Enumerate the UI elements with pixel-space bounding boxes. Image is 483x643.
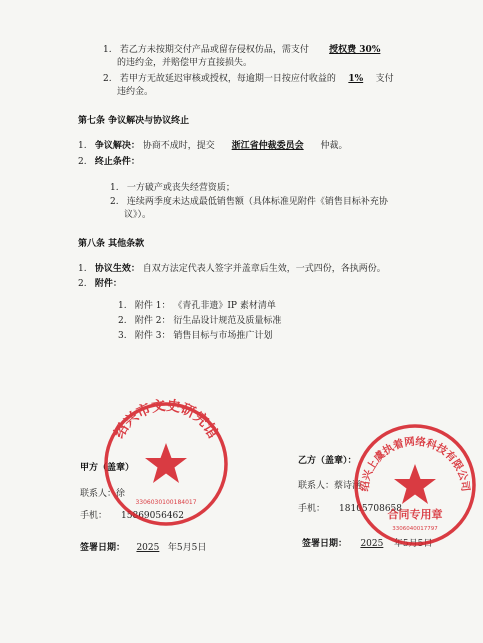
seal-code: 3306040017797 [392, 526, 438, 532]
seal-ring-text: 绍兴市文史研究馆 [111, 398, 221, 442]
termination-condition-2: 2. 连续两季度未达成最低销售额（具体标准见附件《销售目标补充协 [110, 197, 388, 207]
section-7-title: 第七条 争议解决与协议终止 [78, 116, 190, 126]
seal-ring-text: 绍兴上虞执着网络科技有限公司 [358, 435, 472, 493]
attachment-item: 1. 附件 1： 《青孔非遗》IP 素材清单 [118, 301, 276, 311]
seal-bottom-text: 合同专用章 [387, 508, 443, 521]
section-7-item-2: 2. 终止条件： [78, 157, 140, 167]
seal-star-icon [394, 464, 436, 504]
breach-item-2-cont: 违约金。 [117, 87, 154, 97]
party-b-label: 乙方（盖章）： [298, 456, 357, 466]
seal-star-icon [145, 443, 187, 483]
party-b-contact: 联系人：蔡诗涵 [298, 481, 362, 491]
party-a-official-seal [100, 398, 232, 530]
party-a-contact: 联系人：徐 [80, 489, 126, 499]
breach-item-1-cont: 的违约金，并赔偿甲方直接损失。 [117, 58, 253, 68]
party-a-phone: 手机： 15869056462 [80, 511, 185, 521]
seal-code: 3306030100184017 [135, 499, 197, 506]
termination-condition-1: 1. 一方破产或丧失经营资质； [110, 183, 235, 193]
section-8-title: 第八条 其他条款 [78, 239, 145, 249]
attachment-item: 3. 附件 3： 销售目标与市场推广计划 [118, 331, 273, 341]
section-7-item-1: 1. 争议解决： 协商不成时，提交 浙江省仲裁委员会 仲裁。 [78, 141, 348, 151]
termination-condition-2-cont: 议》）。 [124, 210, 152, 220]
party-b-phone: 手机： 18105708658 [298, 504, 403, 514]
attachment-item: 2. 附件 2： 衍生品设计规范及质量标准 [118, 316, 282, 326]
party-a-label: 甲方（盖章） [80, 463, 135, 473]
party-b-date: 签署日期： 2025 年5月5日 [302, 539, 433, 549]
party-b-contract-seal [350, 420, 480, 550]
section-8-item-2: 2. 附件： [78, 279, 122, 289]
section-8-item-1: 1. 协议生效： 自双方法定代表人签字并盖章后生效，一式四份，各执两份。 [78, 264, 386, 274]
breach-item-2: 2. 若甲方无故延迟审核或授权，每逾期一日按应付收益的 1% 支付 [103, 74, 394, 84]
breach-item-1: 1. 若乙方未按期交付产品或留存侵权仿品，需支付 授权费 30% [103, 45, 381, 55]
party-a-date: 签署日期： 2025 年5月5日 [80, 543, 207, 553]
